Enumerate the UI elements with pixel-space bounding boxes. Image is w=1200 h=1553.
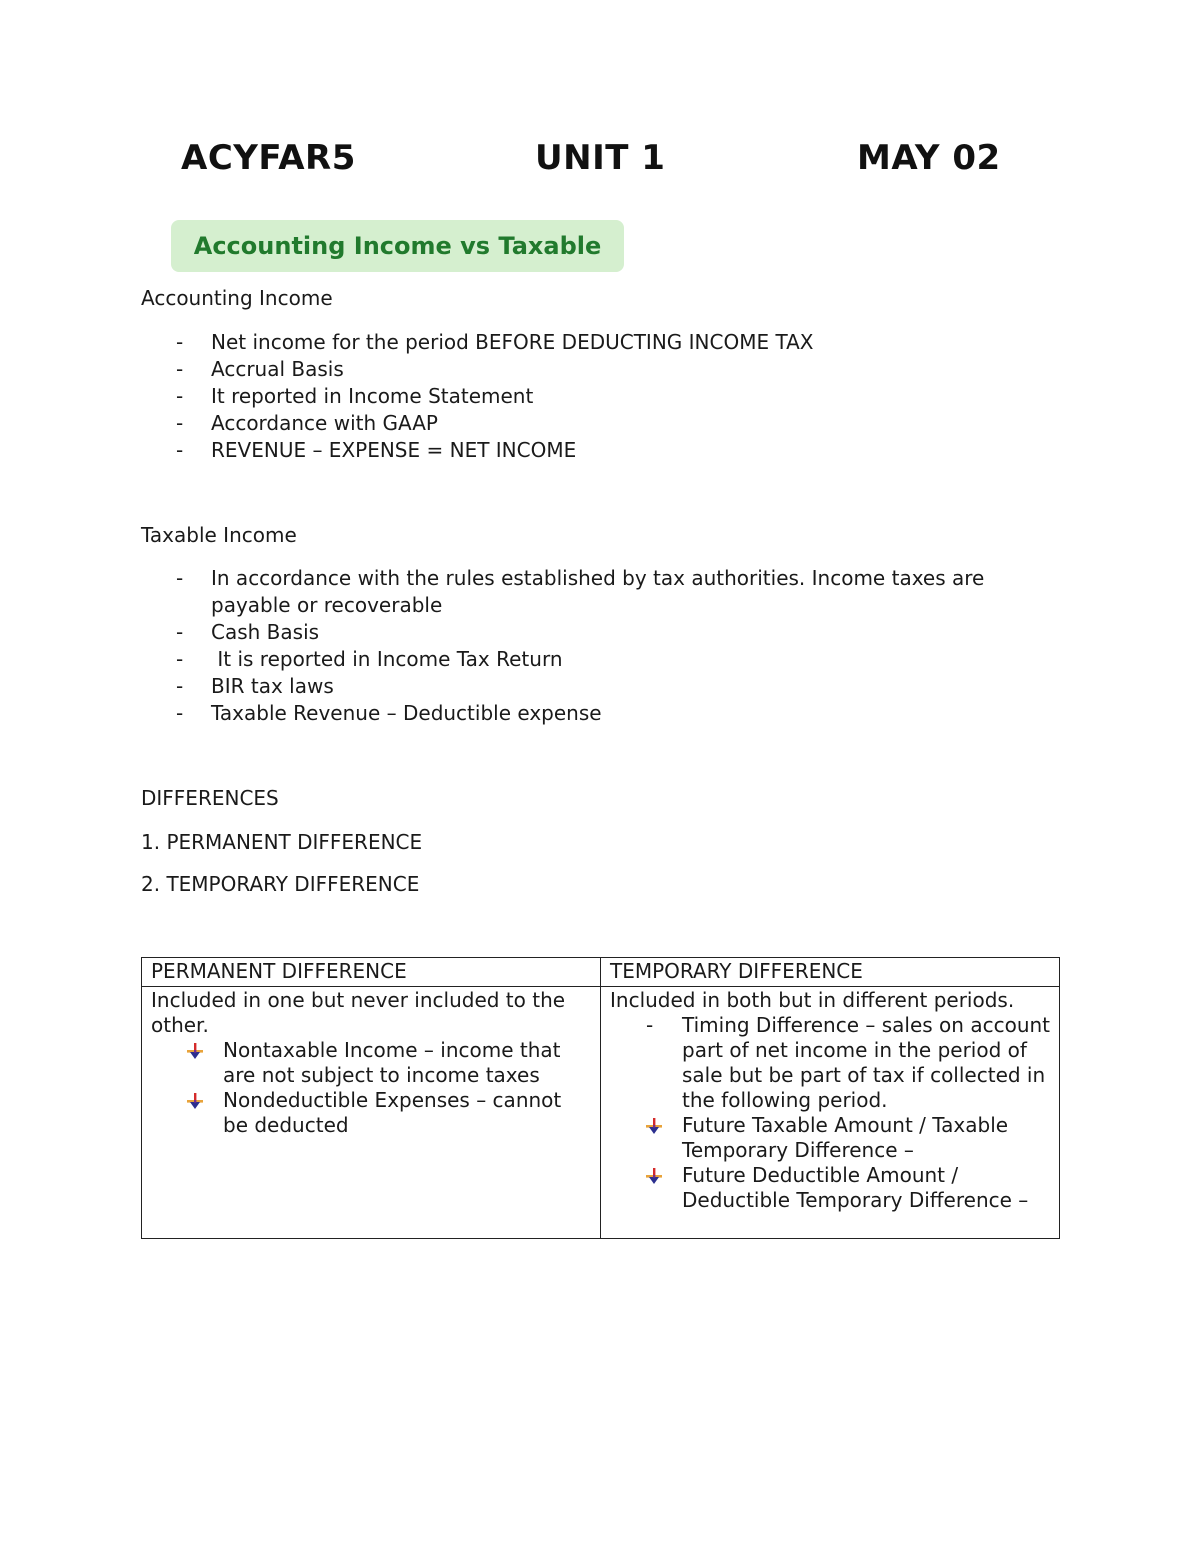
arrow-down-bullet-icon	[187, 1093, 203, 1109]
taxable-income-title: Taxable Income	[141, 523, 297, 547]
list-item: - Accordance with GAAP	[176, 411, 438, 435]
dash-marker: -	[176, 357, 184, 381]
dash-marker: -	[176, 438, 184, 462]
differences-table	[141, 957, 1060, 1239]
arrow-down-bullet-icon	[187, 1043, 203, 1059]
list-item: Future Taxable Amount / Taxable Temporary Difference –	[610, 1113, 1050, 1163]
permanent-cell	[142, 987, 601, 1239]
list-item: - Accrual Basis	[176, 357, 344, 381]
list-item: - REVENUE – EXPENSE = NET INCOME	[176, 438, 577, 462]
permanent-difference-item: 1. PERMANENT DIFFERENCE	[141, 830, 423, 854]
list-item: - Taxable Revenue – Deductible expense	[176, 701, 602, 725]
taxable-income-list	[0, 565, 1200, 727]
list-item: - Net income for the period BEFORE DEDUCTING INCOME TAX	[176, 330, 814, 354]
page-header	[0, 138, 1200, 188]
dash-marker: -	[176, 674, 184, 698]
permanent-list	[151, 1038, 591, 1138]
temporary-difference-item: 2. TEMPORARY DIFFERENCE	[141, 872, 420, 896]
arrow-down-bullet-icon	[646, 1118, 662, 1134]
table-header-permanent: PERMANENT DIFFERENCE	[142, 958, 601, 987]
dash-marker: -	[176, 701, 184, 725]
dash-marker: -	[176, 620, 184, 644]
dash-marker: -	[176, 566, 184, 590]
topic-title: Accounting Income vs Taxable	[193, 232, 602, 260]
list-item: Nontaxable Income – income that are not subject to income taxes	[151, 1038, 591, 1088]
list-item: - It is reported in Income Tax Return	[176, 647, 563, 671]
list-item: - BIR tax laws	[176, 674, 334, 698]
temporary-list	[610, 1013, 1050, 1213]
list-item: Nondeductible Expenses – cannot be deducted	[151, 1088, 591, 1138]
dash-marker: -	[176, 330, 184, 354]
list-item: - In accordance with the rules established by tax authorities. Income taxes are payable or recoverable	[176, 566, 985, 617]
list-item: Future Deductible Amount / Deductible Temporary Difference –	[610, 1163, 1050, 1213]
dash-marker: -	[646, 1013, 654, 1037]
accounting-income-title: Accounting Income	[141, 286, 333, 310]
list-item: - Timing Difference – sales on account part of net income in the period of sale but be part of tax if collected in the following period.	[646, 1013, 1051, 1112]
unit-label: UNIT 1	[535, 138, 666, 178]
dash-marker: -	[176, 384, 184, 408]
arrow-down-bullet-icon	[646, 1168, 662, 1184]
table-header-temporary: TEMPORARY DIFFERENCE	[601, 958, 1060, 987]
dash-marker: -	[176, 647, 184, 671]
list-item: - It reported in Income Statement	[176, 384, 534, 408]
date-label: MAY 02	[857, 138, 1001, 178]
dash-marker: -	[176, 411, 184, 435]
temporary-intro: Included in both but in different periods.	[610, 988, 1015, 1012]
list-item: - Cash Basis	[176, 620, 320, 644]
table-header-row	[142, 958, 1060, 987]
topic-banner	[171, 220, 624, 272]
course-code: ACYFAR5	[181, 138, 356, 178]
temporary-cell	[601, 987, 1060, 1239]
differences-title: DIFFERENCES	[141, 786, 279, 810]
accounting-income-list	[0, 329, 1200, 464]
table-row	[142, 987, 1060, 1239]
permanent-intro: Included in one but never included to the other.	[151, 988, 566, 1037]
